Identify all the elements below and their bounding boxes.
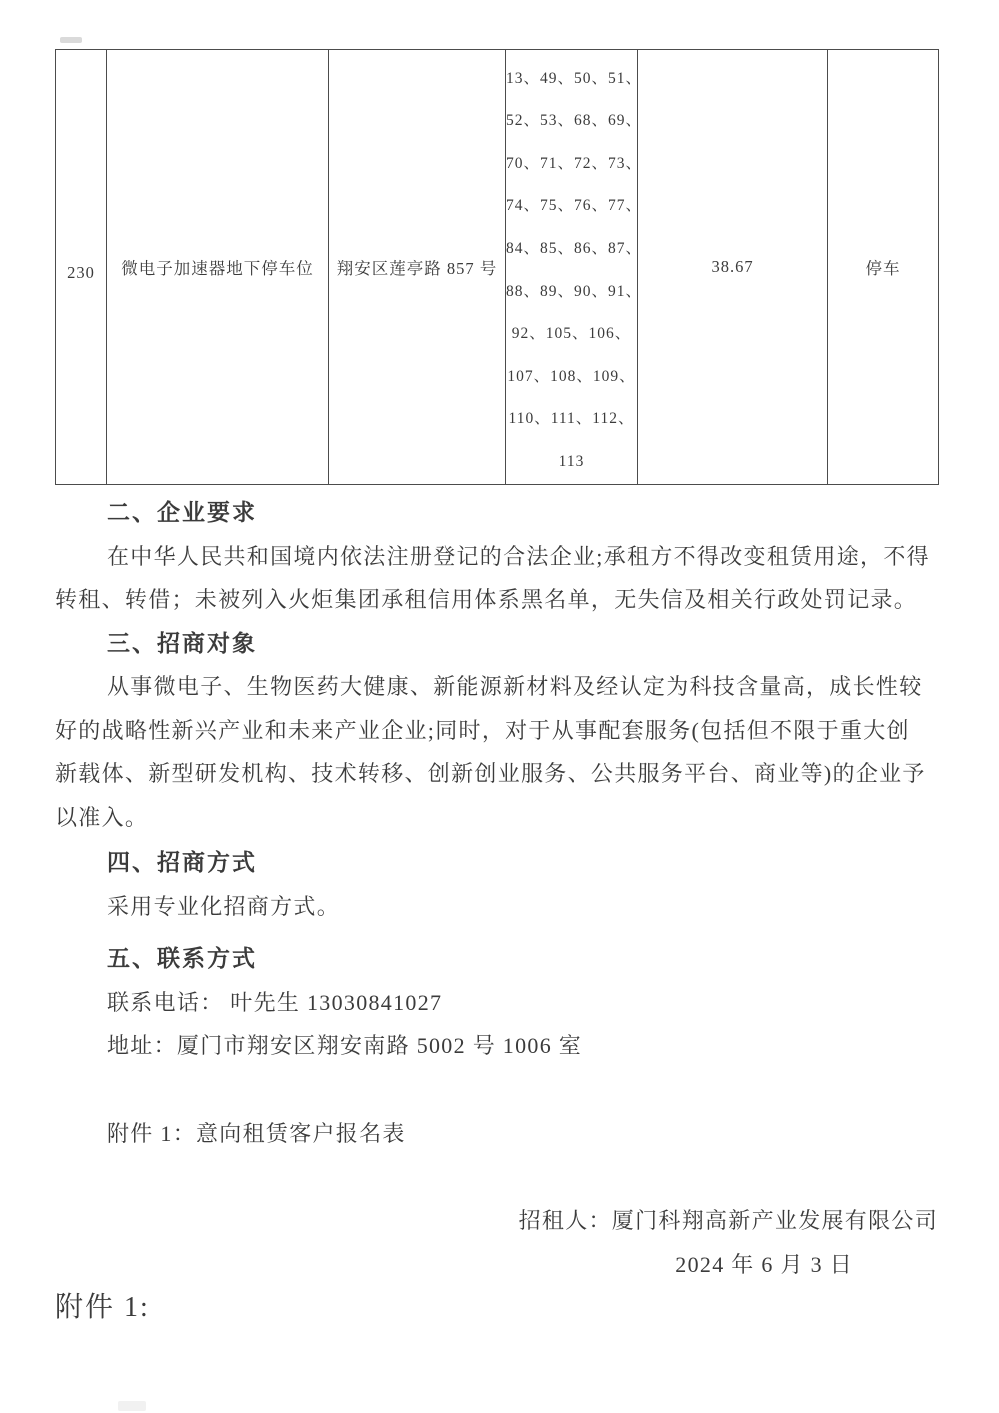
paragraph-line: 以准入。 (55, 804, 149, 830)
section-heading-contact: 五、联系方式 (107, 946, 257, 971)
unit-numbers-line: 70、71、72、73、 (506, 154, 643, 172)
scan-artifact (60, 37, 82, 43)
cell-row-number: 230 (56, 50, 107, 485)
paragraph-line: 在中华人民共和国境内依法注册登记的合法企业;承租方不得改变租赁用途，不得 (107, 543, 930, 569)
paragraph-line: 转租、转借；未被列入火炬集团承租信用体系黑名单，无失信及相关行政处罚记录。 (55, 587, 918, 612)
paragraph-line: 新载体、新型研发机构、技术转移、创新创业服务、公共服务平台、商业等)的企业予 (55, 761, 926, 786)
lease-table (55, 49, 939, 485)
section-heading-enterprise-requirements: 二、企业要求 (107, 500, 257, 525)
contact-address-line: 地址：厦门市翔安区翔安南路 5002 号 1006 室 (107, 1033, 583, 1058)
unit-numbers-line: 74、75、76、77、 (506, 197, 643, 215)
cell-unit-numbers (506, 50, 643, 485)
cell-property-name: 微电子加速器地下停车位 (107, 50, 329, 485)
unit-numbers-line: 107、108、109、 (507, 367, 636, 385)
annex-heading: 附件 1: (55, 1292, 150, 1323)
lessor-signature-line: 招租人：厦门科翔高新产业发展有限公司 (518, 1208, 938, 1233)
date-line: 2024 年 6 月 3 日 (675, 1251, 853, 1277)
unit-numbers-line: 84、85、86、87、 (506, 239, 643, 257)
contact-phone-line: 联系电话： 叶先生 13030841027 (107, 989, 443, 1015)
paragraph-line: 从事微电子、生物医药大健康、新能源新材料及经认定为科技含量高，成长性较 (107, 674, 923, 699)
document-body (55, 491, 938, 1330)
unit-numbers-line: 88、89、90、91、 (506, 282, 643, 300)
cell-address: 翔安区莲亭路 857 号 (329, 50, 506, 485)
table-row (56, 50, 939, 485)
unit-numbers-line: 113 (558, 452, 585, 470)
unit-numbers-line: 110、111、112、 (508, 410, 635, 428)
section-heading-investment-method: 四、招商方式 (107, 850, 257, 875)
unit-numbers-line: 13、49、50、51、 (506, 69, 643, 87)
cell-usage: 停车 (828, 50, 939, 485)
unit-numbers-line: 92、105、106、 (511, 325, 632, 343)
unit-numbers-line: 52、53、68、69、 (506, 112, 643, 130)
paragraph-line: 采用专业化招商方式。 (107, 893, 341, 919)
scan-artifact (118, 1401, 146, 1411)
section-heading-investment-targets: 三、招商对象 (107, 630, 257, 656)
cell-area: 38.67 (638, 50, 828, 485)
unit-numbers-list (506, 58, 643, 484)
paragraph-line: 好的战略性新兴产业和未来产业企业;同时，对于从事配套服务(包括但不限于重大创 (55, 717, 910, 743)
attachment-reference-line: 附件 1：意向租赁客户报名表 (107, 1120, 406, 1146)
